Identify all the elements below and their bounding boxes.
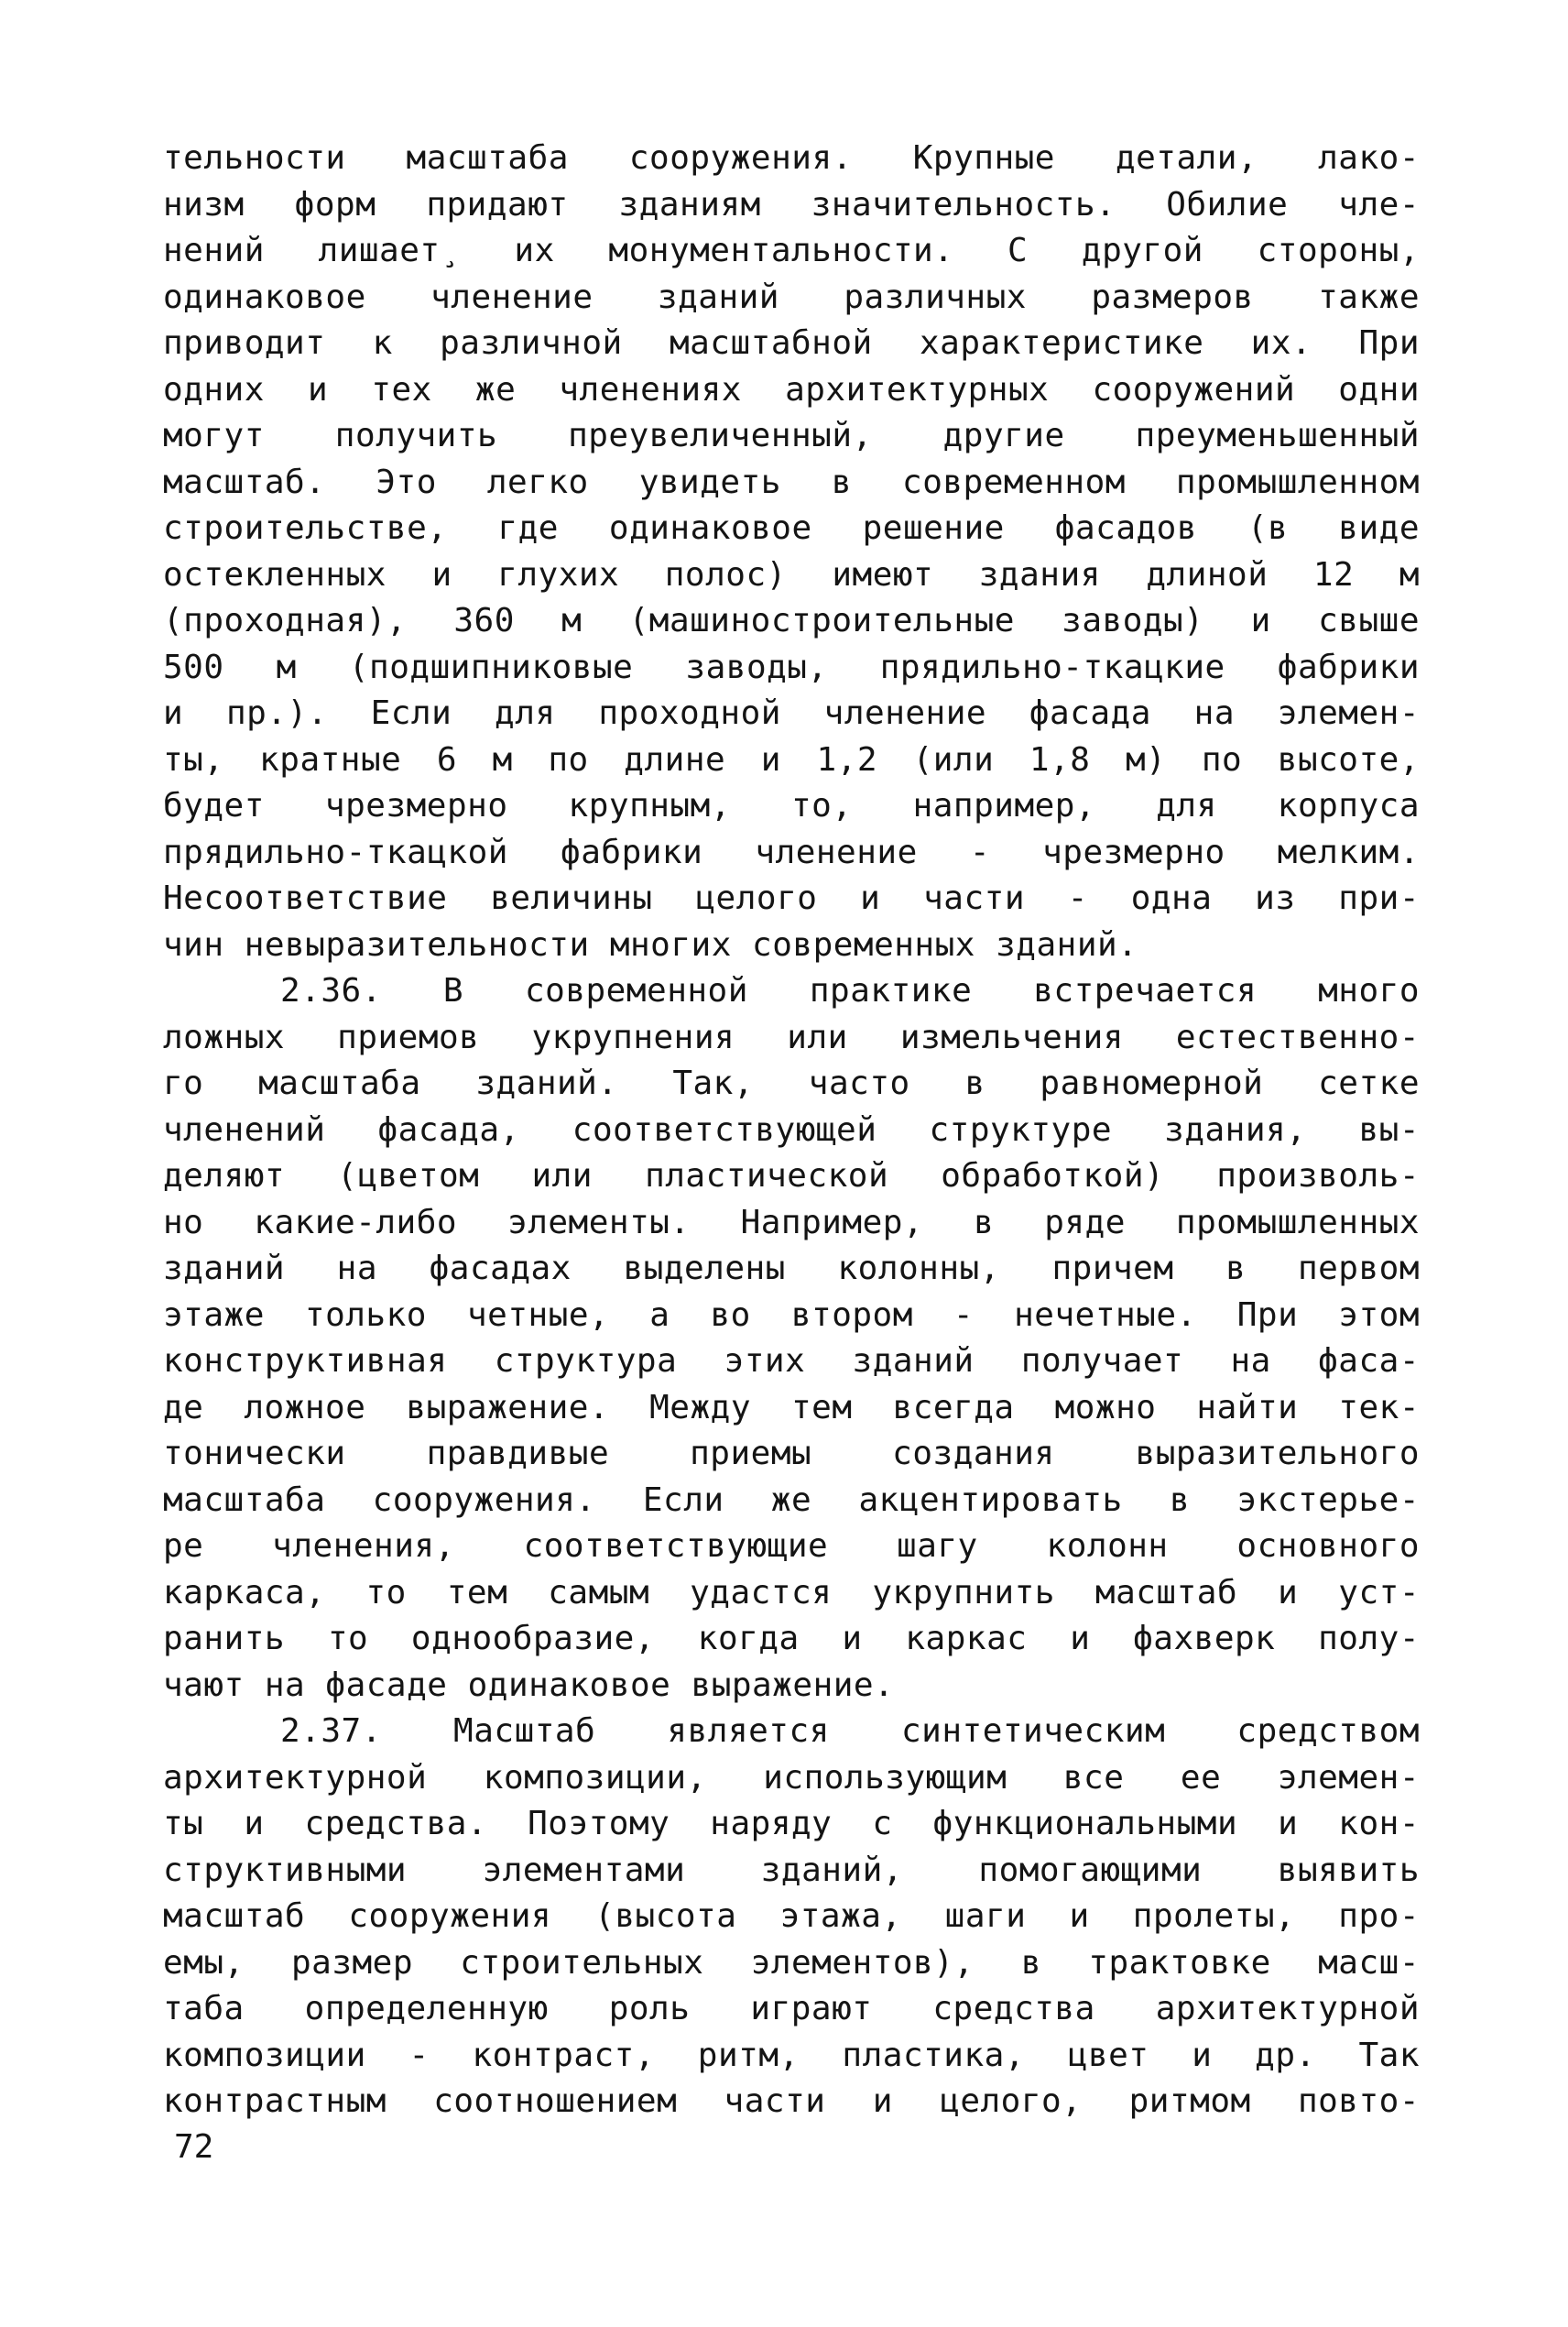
- text-line: ранить то однообразие, когда и каркас и фахверк полу-: [163, 1620, 1420, 1657]
- text-line: могут получить преувеличенный, другие преуменьшенный: [163, 417, 1420, 454]
- text-line: 500 м (подшипниковые заводы, прядильно-ткацкие фабрики: [163, 648, 1420, 686]
- text-line: структивными элементами зданий, помогающими выявить: [163, 1851, 1420, 1889]
- text-line: тельности масштаба сооружения. Крупные детали, лако-: [163, 139, 1420, 177]
- text-line: ты и средства. Поэтому наряду с функциональными и кон-: [163, 1805, 1420, 1842]
- text-line: архитектурной композиции, использующим все ее элемен-: [163, 1758, 1420, 1797]
- text-line: де ложное выражение. Между тем всегда можно найти тек-: [163, 1388, 1420, 1426]
- text-line: строительстве, где одинаковое решение фасадов (в виде: [163, 509, 1420, 547]
- body-text: [163, 136, 1420, 2125]
- text-line: будет чрезмерно крупным, то, например, для корпуса: [163, 787, 1420, 825]
- text-line: каркаса, то тем самым удастся укрупнить масштаб и уст-: [163, 1573, 1420, 1611]
- paragraph-start-line: 2.36. В современной практике встречается много: [280, 972, 1420, 1010]
- text-line: остекленных и глухих полос) имеют здания длиной 12 м: [163, 555, 1420, 594]
- text-line: таба определенную роль играют средства архитектурной: [163, 1990, 1420, 2027]
- text-line: и пр.). Если для проходной членение фасада на элемен-: [163, 694, 1420, 732]
- text-line: зданий на фасадах выделены колонны, причем в первом: [163, 1250, 1420, 1287]
- page-number: 72: [174, 2128, 214, 2166]
- text-line: контрастным соотношением части и целого, ритмом повто-: [163, 2082, 1420, 2120]
- text-line: одних и тех же членениях архитектурных сооружений одни: [163, 370, 1420, 409]
- text-line: масштаб. Это легко увидеть в современном промышленном: [163, 463, 1420, 501]
- text-line: чают на фасаде одинаковое выражение.: [163, 1666, 895, 1704]
- text-line: конструктивная структура этих зданий получает на фаса-: [163, 1342, 1420, 1380]
- text-line: емы, размер строительных элементов), в трактовке масш-: [163, 1943, 1420, 1982]
- text-line: членений фасада, соответствующей структуре здания, вы-: [163, 1110, 1420, 1149]
- text-line: масштаба сооружения. Если же акцентировать в экстерье-: [163, 1480, 1420, 1519]
- text-line: нений лишает¸ их монументальности. С другой стороны,: [163, 232, 1420, 269]
- text-line: ложных приемов укрупнения или измельчения естественно-: [163, 1018, 1420, 1056]
- paragraph-start-line: 2.37. Масштаб является синтетическим средством: [280, 1712, 1420, 1750]
- text-line: деляют (цветом или пластической обработкой) произволь-: [163, 1157, 1420, 1195]
- text-line: композиции - контраст, ритм, пластика, цвет и др. Так: [163, 2036, 1420, 2074]
- text-line: этаже только четные, а во втором - нечетные. При этом: [163, 1295, 1420, 1334]
- text-line: (проходная), 360 м (машиностроительные заводы) и свыше: [163, 602, 1420, 639]
- text-line: тонически правдивые приемы создания выразительного: [163, 1435, 1420, 1472]
- text-line: ты, кратные 6 м по длине и 1,2 (или 1,8 м) по высоте,: [163, 740, 1420, 779]
- text-line: приводит к различной масштабной характеристике их. При: [163, 324, 1420, 362]
- text-line: чин невыразительности многих современных зданий.: [163, 925, 1138, 964]
- text-line: Несоответствие величины целого и части - одна из при-: [163, 879, 1420, 917]
- text-line: го масштаба зданий. Так, часто в равномерной сетке: [163, 1065, 1420, 1102]
- text-line: низм форм придают зданиям значительность. Обилие чле-: [163, 185, 1420, 224]
- text-line: ре членения, соответствующие шагу колонн основного: [163, 1527, 1420, 1565]
- text-line: прядильно-ткацкой фабрики членение - чрезмерно мелким.: [163, 833, 1420, 871]
- text-line: масштаб сооружения (высота этажа, шаги и пролеты, про-: [163, 1897, 1420, 1935]
- text-line: но какие-либо элементы. Например, в ряде промышленных: [163, 1203, 1420, 1241]
- text-line: одинаковое членение зданий различных размеров также: [163, 278, 1420, 316]
